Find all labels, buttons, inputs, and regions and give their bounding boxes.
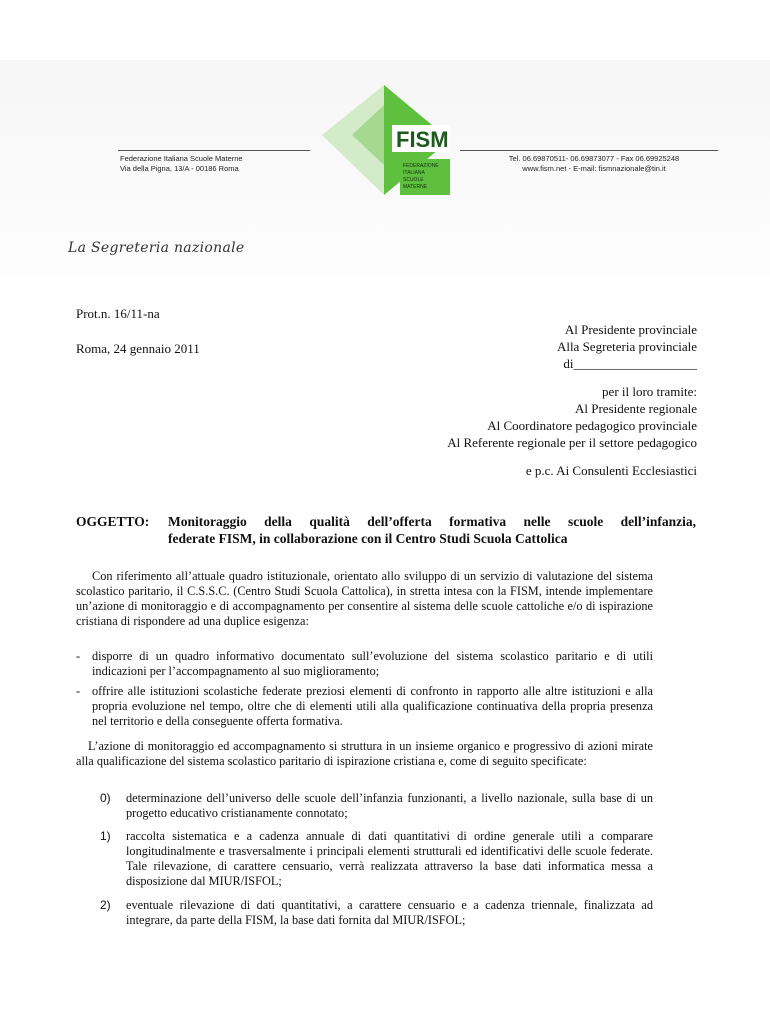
via-3: Al Coordinatore pedagogico provinciale <box>487 418 697 433</box>
actions-paragraph: L’azione di monitoraggio ed accompagnamento si struttura in un insieme organico e progressivo di azioni mirate alla qualificazione del sistema scolastico paritario di ispirazione cristiana e, come di seguito specificate: <box>76 739 653 768</box>
item-number: 0) <box>100 791 111 805</box>
signature: La Segreteria nazionale <box>68 240 245 256</box>
item-text: determinazione dell’universo delle scuole dell’infanzia funzionanti, a livello nazionale, sulla base di un progetto educativo cristianamente connotato; <box>126 791 653 820</box>
subject-line-1: Monitoraggio della qualità dell’offerta formativa nelle scuole dell’infanzia, <box>168 514 696 529</box>
protocol-number: Prot.n. 16/11-na <box>76 306 160 321</box>
subject-line-2: federate FISM, in collaborazione con il Centro Studi Scuola Cattolica <box>168 531 568 546</box>
bullet-dash: - <box>76 649 81 663</box>
logo-sub-4: MATERNE <box>403 184 428 190</box>
item-number: 1) <box>100 829 111 843</box>
bullet-text: disporre di un quadro informativo documentato sull’evoluzione del sistema scolastico paritario e di utili indicazioni per l’accompagnamento al suo miglioramento; <box>92 649 653 678</box>
bullet-text: offrire alle istituzioni scolastiche federate preziosi elementi di confronto in rapporto alle altre istituzioni e alla propria evoluzione nel tempo, oltre che di elementi utili alla qualificazione continuativa della propria presenza nel territorio e della conseguente offerta formativa. <box>92 684 653 728</box>
letterhead-rule-right <box>460 150 718 151</box>
via-4: Al Referente regionale per il settore pedagogico <box>447 435 697 450</box>
contacts-phone: Tel. 06.69870511- 06.69873077 - Fax 06.69925248 <box>508 154 680 163</box>
bullet-dash: - <box>76 684 81 698</box>
contacts-web: www.fism.net - E-mail: fismnazionale@tin.it <box>522 164 666 173</box>
intro-paragraph: Con riferimento all’attuale quadro istituzionale, orientato allo sviluppo di un servizio di valutazione del sistema scolastico paritario, il C.S.S.C. (Centro Studi Scuola Cattolica), in stretta intesa con la FISM, intende implementare un’azione di monitoraggio e di accompagnamento per consentire al sistema delle scuole cattoliche e/o di ispirazione cristiana di rispondere ad una duplice esigenza: <box>76 569 653 628</box>
logo-sub-1: FEDERAZIONE <box>403 163 439 169</box>
logo-sub-2: ITALIANA <box>403 170 425 176</box>
via-1: per il loro tramite: <box>602 384 697 399</box>
recipient-3: di___________________ <box>563 356 697 371</box>
org-name: Federazione Italiana Scuole Materne <box>120 154 243 163</box>
subject-label: OGGETTO: <box>76 514 150 529</box>
item-number: 2) <box>100 898 111 912</box>
letter-date: Roma, 24 gennaio 2011 <box>76 341 200 356</box>
item-text: eventuale rilevazione di dati quantitativi, a carattere censuario e a cadenza triennale, finalizzata ad integrare, da parte della FISM, la base dati fornita dal MIUR/ISFOL; <box>126 898 653 927</box>
fism-logo <box>322 85 452 195</box>
item-text: raccolta sistematica e a cadenza annuale di dati quantitativi di ordine generale utili a comparare longitudinalmente e trasversalmente i principali elementi strutturali ed identificativi delle scuole federate. Tale rilevazione, di carattere censuario, verrà realizzata attraverso la base dati informatica messa a disposizione dal MIUR/ISFOL; <box>126 829 653 888</box>
via-2: Al Presidente regionale <box>574 401 697 416</box>
recipient-1: Al Presidente provinciale <box>564 322 697 337</box>
org-address-block <box>120 154 243 174</box>
letterhead-rule-left <box>118 150 310 151</box>
cc-line: e p.c. Ai Consulenti Ecclesiastici <box>525 463 697 478</box>
recipient-2: Alla Segreteria provinciale <box>556 339 697 354</box>
contacts-block <box>470 154 718 174</box>
org-address: Via della Pigna, 13/A - 00186 Roma <box>120 164 239 173</box>
logo-text: FISM <box>396 127 449 152</box>
logo-sub-3: SCUOLE <box>403 177 424 183</box>
